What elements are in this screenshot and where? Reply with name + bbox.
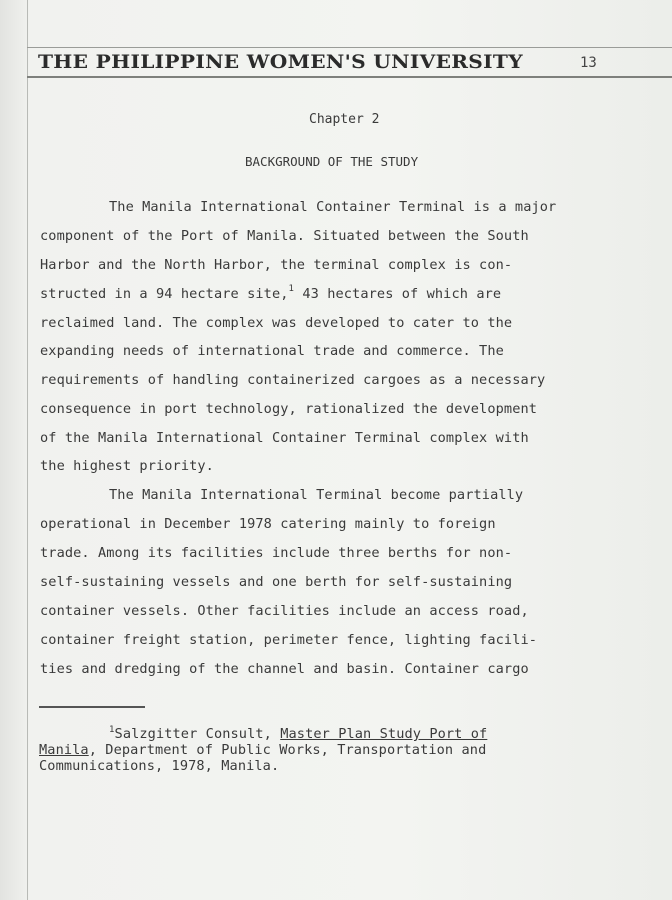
body-line: component of the Port of Manila. Situated between the South — [40, 228, 529, 244]
body-line: Harbor and the North Harbor, the terminal complex is con- — [40, 257, 513, 273]
body-line: container freight station, perimeter fence, lighting facili- — [40, 632, 538, 648]
footnote-line — [39, 726, 487, 742]
section-title: BACKGROUND OF THE STUDY — [245, 154, 419, 169]
body-line-part: structed in a 94 hectare site, — [40, 286, 289, 302]
footnote-title: Master Plan Study Port of — [280, 726, 488, 742]
footnote-separator — [39, 706, 145, 708]
body-line: The Manila International Container Terminal is a major — [109, 199, 557, 215]
chapter-heading: Chapter 2 — [309, 112, 380, 127]
footnote-line: Communications, 1978, Manila. — [39, 758, 280, 774]
footnote-author: Salzgitter Consult, — [114, 726, 281, 742]
margin-rule — [27, 0, 28, 900]
body-line — [40, 286, 501, 302]
footnote-reference: 1 — [288, 284, 295, 294]
body-line: trade. Among its facilities include three berths for non- — [40, 545, 513, 561]
body-line: reclaimed land. The complex was developed to cater to the — [40, 315, 513, 331]
header-top-rule — [27, 47, 672, 48]
body-line: of the Manila International Container Terminal complex with — [40, 430, 529, 446]
body-line: operational in December 1978 catering mainly to foreign — [40, 516, 496, 532]
body-line: The Manila International Terminal become partially — [109, 487, 524, 503]
footnote-line — [39, 742, 486, 758]
body-line: consequence in port technology, rationalized the development — [40, 401, 538, 417]
page-number: 13 — [580, 55, 597, 71]
body-line: ties and dredging of the channel and basin. Container cargo — [40, 661, 529, 677]
body-line-part: 43 hectares of which are — [294, 286, 502, 302]
body-line: requirements of handling containerized cargoes as a necessary — [40, 372, 546, 388]
university-letterhead: THE PHILIPPINE WOMEN'S UNIVERSITY — [38, 51, 523, 73]
body-line: the highest priority. — [40, 458, 214, 474]
body-line: expanding needs of international trade and commerce. The — [40, 343, 504, 359]
footnote-title: Manila — [39, 742, 89, 758]
footnote-publisher: , Department of Public Works, Transportation and — [88, 742, 487, 758]
body-line: container vessels. Other facilities include an access road, — [40, 603, 529, 619]
header-bottom-rule — [27, 76, 672, 78]
body-line: self-sustaining vessels and one berth for self-sustaining — [40, 574, 513, 590]
footnote-marker: 1 — [109, 725, 115, 735]
